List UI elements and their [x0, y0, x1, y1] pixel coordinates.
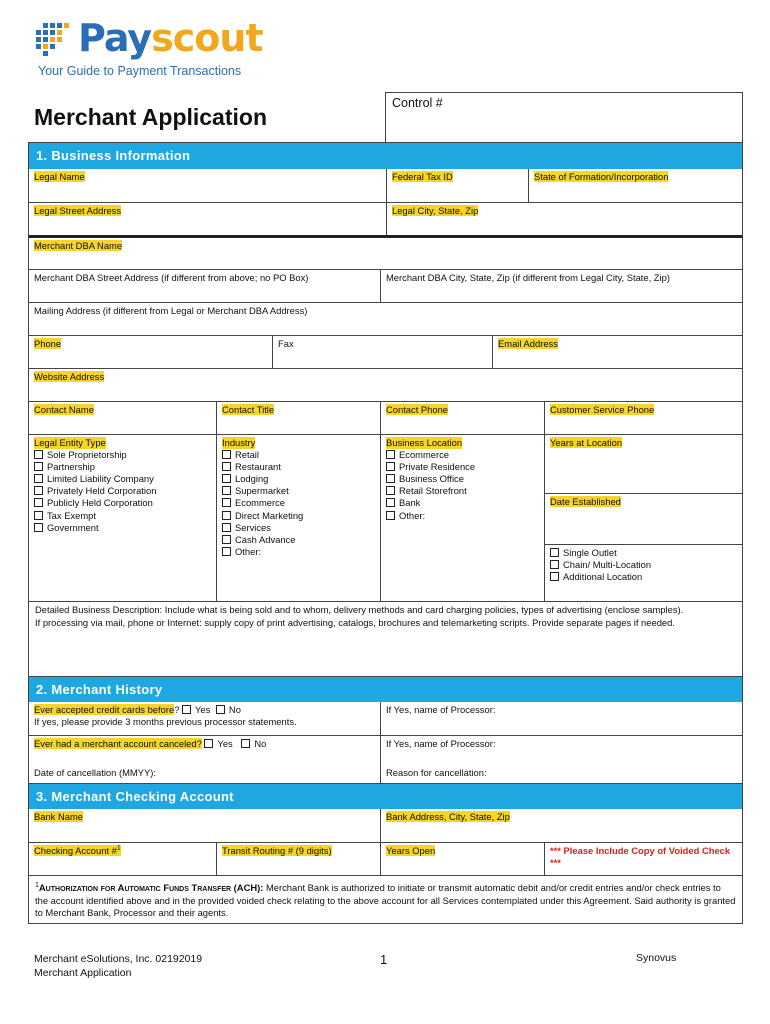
- accepted-no-option[interactable]: [216, 704, 241, 715]
- entity-type-group: [29, 435, 216, 601]
- location-option[interactable]: [386, 461, 539, 473]
- checkbox[interactable]: [386, 474, 395, 483]
- checkbox[interactable]: [222, 498, 231, 507]
- section-3-header: 3. Merchant Checking Account: [29, 783, 742, 809]
- federal-tax-id-field[interactable]: [386, 169, 528, 202]
- checking-account-text: Checking Account #: [34, 845, 117, 857]
- legal-city-label: Legal City, State, Zip: [392, 205, 479, 216]
- state-formation-label: State of Formation/Incorporation: [534, 171, 669, 182]
- ach-footnote-mark: 1: [35, 882, 39, 889]
- industry-option[interactable]: [222, 473, 375, 485]
- date-established-label: Date Established: [550, 496, 621, 507]
- industry-option[interactable]: [222, 485, 375, 497]
- location-option-label: Ecommerce: [399, 449, 450, 461]
- checkbox[interactable]: [386, 498, 395, 507]
- checkbox[interactable]: [241, 739, 250, 748]
- bank-address-label: Bank Address, City, State, Zip: [386, 811, 510, 822]
- entity-option[interactable]: [34, 497, 211, 509]
- canceled-account-field: [29, 736, 380, 763]
- checkbox[interactable]: [222, 547, 231, 556]
- no-label: No: [228, 704, 241, 715]
- transit-routing-field[interactable]: [216, 843, 380, 875]
- years-at-location-label: Years at Location: [550, 437, 623, 448]
- checkbox[interactable]: [222, 523, 231, 532]
- control-label: Control #: [392, 96, 443, 110]
- fax-field[interactable]: [272, 336, 492, 368]
- mailing-address-field[interactable]: [29, 303, 742, 335]
- bank-name-label: Bank Name: [34, 811, 83, 822]
- website-field[interactable]: [29, 369, 742, 401]
- description-line-2: If processing via mail, phone or Internet: supply copy of print advertising, catalogs, brochures and telemarketing scripts. Provide separate pages if needed.: [35, 616, 675, 628]
- checkbox[interactable]: [222, 511, 231, 520]
- industry-option[interactable]: [222, 534, 375, 546]
- business-location-group: [380, 435, 544, 601]
- footer-left: [34, 952, 202, 980]
- ach-text: Merchant Bank is authorized to initiate or transmit automatic debit and/or credit entries and/or check entries to the account identified above and in the provided voided check relating to the above account for all Services contemplated under this Agreement. Said authority is granted to Merchant Bank, Processor and their agents.: [35, 882, 736, 919]
- checkbox[interactable]: [34, 450, 43, 459]
- legal-street-label: Legal Street Address: [34, 205, 122, 216]
- email-field[interactable]: [492, 336, 742, 368]
- location-option[interactable]: [386, 510, 539, 522]
- entity-option-label: Government: [47, 521, 99, 533]
- industry-option[interactable]: [222, 497, 375, 509]
- footer-company: Merchant eSolutions, Inc. 02192019: [34, 953, 203, 965]
- industry-option-label: Other:: [235, 545, 262, 557]
- industry-group: [216, 435, 380, 601]
- ach-authorization: [29, 876, 742, 923]
- logo-dots-icon: [34, 18, 78, 62]
- business-location-label: Business Location: [386, 437, 463, 448]
- checkbox[interactable]: [216, 705, 225, 714]
- checkbox[interactable]: [222, 535, 231, 544]
- dba-city-label: Merchant DBA City, State, Zip (if different from Legal City, State, Zip): [386, 272, 670, 283]
- section-1-header: 1. Business Information: [29, 143, 742, 169]
- contact-phone-label: Contact Phone: [386, 404, 449, 415]
- outlet-option-label: Single Outlet: [563, 547, 617, 558]
- dba-name-field[interactable]: [29, 238, 742, 269]
- canceled-processor-label: If Yes, name of Processor:: [386, 738, 496, 749]
- checkbox[interactable]: [182, 705, 191, 714]
- years-open-label: Years Open: [386, 845, 436, 856]
- checkbox[interactable]: [34, 511, 43, 520]
- legal-name-label: Legal Name: [34, 171, 85, 182]
- accepted-yes-option[interactable]: [182, 704, 210, 715]
- yes-label: Yes: [217, 738, 233, 749]
- industry-option-label: Cash Advance: [235, 533, 296, 545]
- contact-title-field[interactable]: [216, 402, 380, 434]
- checkbox[interactable]: [550, 548, 559, 557]
- checkbox[interactable]: [386, 462, 395, 471]
- business-description-field[interactable]: [29, 602, 742, 676]
- industry-option[interactable]: [222, 522, 375, 534]
- checkbox[interactable]: [386, 450, 395, 459]
- years-at-location-field[interactable]: [545, 435, 742, 494]
- logo-wordmark: [78, 16, 263, 60]
- mailing-address-label: Mailing Address (if different from Legal or Merchant DBA Address): [34, 305, 308, 316]
- checkbox[interactable]: [34, 462, 43, 471]
- contact-title-label: Contact Title: [222, 404, 275, 415]
- outlet-option[interactable]: [550, 571, 737, 583]
- transit-routing-label: Transit Routing # (9 digits): [222, 845, 332, 856]
- entity-option[interactable]: [34, 473, 211, 485]
- entity-option-label: Limited Liability Company: [47, 473, 154, 485]
- question-mark: ?: [174, 704, 180, 715]
- federal-tax-id-label: Federal Tax ID: [392, 171, 453, 182]
- legal-name-field[interactable]: [29, 169, 386, 202]
- control-number-field[interactable]: [385, 92, 743, 143]
- page-title: Merchant Application: [34, 104, 267, 130]
- entity-option-label: Partnership: [47, 461, 95, 473]
- canceled-yes-option[interactable]: [204, 738, 232, 749]
- bank-address-field[interactable]: [380, 809, 742, 842]
- outlet-option[interactable]: [550, 559, 737, 571]
- cancel-date-label: Date of cancellation (MMYY):: [34, 767, 156, 778]
- footer-doc-name: Merchant Application: [34, 967, 132, 979]
- location-option[interactable]: [386, 449, 539, 461]
- industry-option-label: Direct Marketing: [235, 509, 304, 521]
- bank-name-field[interactable]: [29, 809, 380, 842]
- outlet-option-label: Additional Location: [563, 571, 643, 583]
- industry-option-label: Supermarket: [235, 485, 289, 497]
- entity-option[interactable]: [34, 522, 211, 534]
- checkbox[interactable]: [204, 739, 213, 748]
- entity-option-label: Publicly Held Corporation: [47, 497, 153, 509]
- outlet-option-label: Chain/ Multi-Location: [563, 559, 652, 571]
- checkbox[interactable]: [34, 523, 43, 532]
- checking-account-label: [34, 845, 121, 856]
- location-option[interactable]: [386, 473, 539, 485]
- legal-city-field[interactable]: [386, 203, 742, 235]
- checkbox[interactable]: [222, 450, 231, 459]
- industry-option[interactable]: [222, 510, 375, 522]
- entity-option[interactable]: [34, 461, 211, 473]
- checkbox[interactable]: [34, 498, 43, 507]
- checkbox[interactable]: [34, 486, 43, 495]
- checkbox[interactable]: [222, 474, 231, 483]
- industry-option[interactable]: [222, 449, 375, 461]
- industry-option-label: Restaurant: [235, 461, 281, 473]
- cancel-reason-field[interactable]: [380, 763, 742, 783]
- outlet-option[interactable]: [550, 547, 737, 559]
- cs-phone-label: Customer Service Phone: [550, 404, 655, 415]
- processor-name-label: If Yes, name of Processor:: [386, 704, 496, 715]
- checkbox[interactable]: [222, 462, 231, 471]
- location-option-label: Retail Storefront: [399, 485, 467, 497]
- entity-option-label: Tax Exempt: [47, 509, 96, 521]
- processor-name-field[interactable]: [380, 702, 742, 735]
- payscout-logo: [34, 14, 274, 84]
- date-established-field[interactable]: [545, 494, 742, 545]
- accepted-cards-field: [29, 702, 380, 735]
- accepted-cards-question: Ever accepted credit cards before: [34, 704, 175, 715]
- industry-option[interactable]: [222, 546, 375, 558]
- dba-city-field[interactable]: [380, 270, 742, 302]
- phone-field[interactable]: [29, 336, 272, 368]
- entity-option-label: Sole Proprietorship: [47, 449, 127, 461]
- industry-option[interactable]: [222, 461, 375, 473]
- checkbox[interactable]: [34, 474, 43, 483]
- entity-option[interactable]: [34, 510, 211, 522]
- fax-label: Fax: [278, 338, 294, 349]
- checkbox[interactable]: [550, 560, 559, 569]
- canceled-processor-field[interactable]: [380, 736, 742, 763]
- no-label: No: [254, 738, 267, 749]
- application-form: [28, 142, 743, 924]
- checkbox[interactable]: [550, 572, 559, 581]
- cancel-date-field[interactable]: [29, 763, 380, 783]
- checkbox[interactable]: [222, 486, 231, 495]
- entity-type-label: Legal Entity Type: [34, 437, 106, 448]
- contact-phone-field[interactable]: [380, 402, 544, 434]
- logo-scout: scout: [151, 16, 263, 60]
- entity-option[interactable]: [34, 449, 211, 461]
- outlet-group: [545, 545, 742, 585]
- checking-account-field[interactable]: [29, 843, 216, 875]
- dba-street-label: Merchant DBA Street Address (if different from above; no PO Box): [34, 272, 309, 283]
- ach-title: Authorization for Automatic Funds Transfer (ACH):: [38, 882, 264, 894]
- location-option[interactable]: [386, 497, 539, 509]
- voided-check-notice: *** Please Include Copy of Voided Check ***: [544, 843, 742, 875]
- cancel-reason-label: Reason for cancellation:: [386, 767, 487, 778]
- cs-phone-field[interactable]: [544, 402, 742, 434]
- checking-footnote-mark: 1: [116, 845, 121, 852]
- industry-option-label: Retail: [235, 449, 259, 461]
- state-formation-field[interactable]: [528, 169, 742, 202]
- website-label: Website Address: [34, 371, 105, 382]
- location-option-label: Business Office: [399, 473, 464, 485]
- location-option-label: Other:: [399, 509, 426, 521]
- email-label: Email Address: [498, 338, 558, 349]
- dba-name-label: Merchant DBA Name: [34, 240, 123, 251]
- dba-street-field[interactable]: [29, 270, 380, 302]
- contact-name-label: Contact Name: [34, 404, 94, 415]
- checkbox[interactable]: [386, 511, 395, 520]
- location-details: [544, 435, 742, 601]
- description-line-1: Detailed Business Description: Include what is being sold and to whom, delivery methods and card charging policies, types of advertising (enclose samples).: [35, 604, 684, 615]
- page-number: 1: [380, 952, 388, 967]
- location-option-label: Private Residence: [399, 461, 476, 473]
- location-option[interactable]: [386, 485, 539, 497]
- phone-label: Phone: [34, 338, 62, 349]
- location-option-label: Bank: [399, 497, 421, 509]
- entity-option-label: Privately Held Corporation: [47, 485, 157, 497]
- logo-pay: Pay: [78, 16, 152, 60]
- years-open-field[interactable]: [380, 843, 544, 875]
- legal-street-field[interactable]: [29, 203, 386, 235]
- statements-note: If yes, please provide 3 months previous processor statements.: [34, 716, 297, 727]
- industry-option-label: Lodging: [235, 473, 269, 485]
- industry-option-label: Services: [235, 521, 271, 533]
- section-2-header: 2. Merchant History: [29, 676, 742, 702]
- logo-tagline: Your Guide to Payment Transactions: [38, 64, 242, 78]
- entity-option[interactable]: [34, 485, 211, 497]
- footer-bank: Synovus: [636, 952, 677, 964]
- canceled-no-option[interactable]: [241, 738, 266, 749]
- yes-label: Yes: [195, 704, 211, 715]
- contact-name-field[interactable]: [29, 402, 216, 434]
- industry-label: Industry: [222, 437, 256, 448]
- industry-option-label: Ecommerce: [235, 497, 286, 509]
- canceled-question: Ever had a merchant account canceled?: [34, 738, 202, 749]
- checkbox[interactable]: [386, 486, 395, 495]
